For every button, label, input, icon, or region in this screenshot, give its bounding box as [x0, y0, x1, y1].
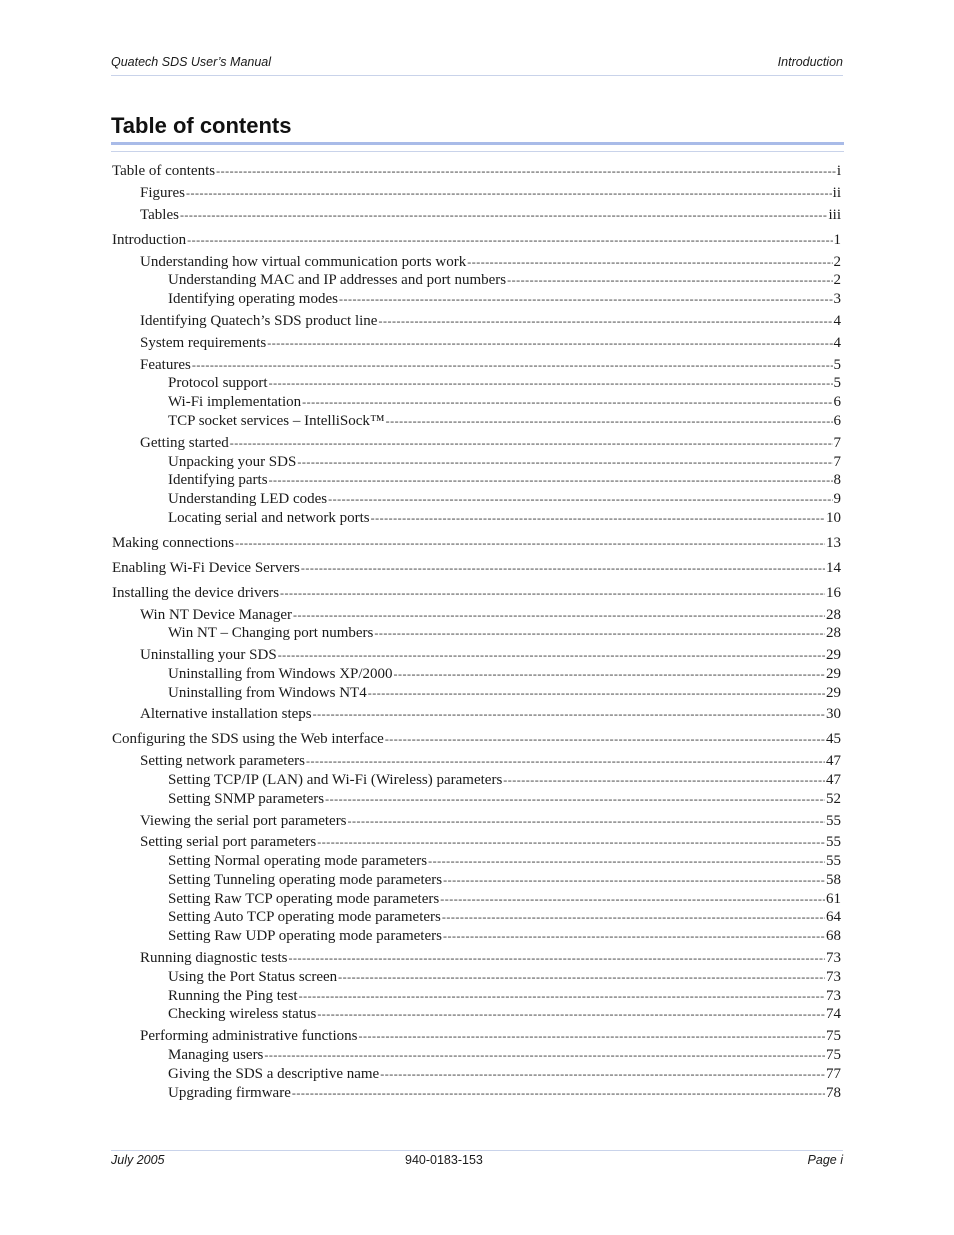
toc-dot-leader: [186, 184, 832, 203]
toc-dot-leader: [235, 534, 825, 553]
toc-entry-page: 6: [833, 394, 841, 410]
toc-entry[interactable]: [168, 927, 841, 946]
toc-dot-leader: [385, 730, 825, 749]
toc-entry[interactable]: [140, 334, 841, 353]
toc-entry-title: Uninstalling from Windows NT4: [168, 685, 367, 701]
toc-entry-title: Setting TCP/IP (LAN) and Wi-Fi (Wireless) parameters: [168, 772, 503, 788]
toc-entry-page: 73: [826, 969, 841, 985]
toc-entry[interactable]: [168, 374, 841, 393]
toc-dot-leader: [443, 871, 825, 890]
toc-dot-leader: [289, 949, 826, 968]
toc-dot-leader: [317, 1005, 825, 1024]
toc-entry-page: 52: [826, 791, 841, 807]
toc-dot-leader: [301, 559, 825, 578]
toc-entry[interactable]: [168, 1065, 841, 1084]
toc-entry[interactable]: [140, 949, 841, 968]
toc-dot-leader: [216, 162, 836, 181]
toc-entry-title: Uninstalling from Windows XP/2000: [168, 666, 393, 682]
toc-entry[interactable]: [112, 730, 841, 749]
toc-entry-page: 55: [826, 834, 841, 850]
toc-entry-page: 10: [826, 510, 841, 526]
toc-entry-title: Setting Raw TCP operating mode parameters: [168, 891, 440, 907]
toc-entry-page: 8: [833, 472, 841, 488]
header-manual-title: Quatech SDS User’s Manual: [111, 55, 272, 69]
toc-entry[interactable]: [140, 1027, 841, 1046]
toc-entry-page: 14: [826, 560, 841, 576]
toc-entry-title: Running diagnostic tests: [140, 950, 288, 966]
toc-entry-title: Introduction: [112, 232, 187, 248]
toc-entry-title: Setting serial port parameters: [140, 834, 317, 850]
toc-entry-title: Win NT Device Manager: [140, 607, 292, 623]
toc-entry-title: Unpacking your SDS: [168, 454, 297, 470]
toc-entry-title: Setting Normal operating mode parameters: [168, 853, 428, 869]
toc-entry-page: 29: [826, 647, 841, 663]
toc-entry-page: 13: [826, 535, 841, 551]
toc-dot-leader: [394, 665, 825, 684]
toc-dot-leader: [467, 253, 832, 272]
toc-entry[interactable]: [112, 231, 841, 250]
toc-dot-leader: [313, 705, 825, 724]
toc-entry-title: Wi-Fi implementation: [168, 394, 302, 410]
toc-entry-page: 73: [826, 988, 841, 1004]
toc-entry-page: 78: [826, 1085, 841, 1101]
toc-entry[interactable]: [168, 684, 841, 703]
toc-dot-leader: [317, 833, 825, 852]
toc-dot-leader: [292, 1084, 825, 1103]
toc-entry[interactable]: [168, 453, 841, 472]
toc-entry-title: Understanding LED codes: [168, 491, 328, 507]
toc-entry-page: 28: [826, 625, 841, 641]
toc-entry-page: iii: [828, 207, 841, 223]
toc-dot-leader: [297, 453, 832, 472]
toc-entry-title: Setting Tunneling operating mode parameters: [168, 872, 443, 888]
toc-entry-title: Performing administrative functions: [140, 1028, 358, 1044]
toc-entry-page: 7: [833, 435, 841, 451]
toc-entry-title: Identifying operating modes: [168, 291, 338, 307]
toc-entry[interactable]: [112, 162, 841, 181]
header-section-name: Introduction: [777, 55, 843, 69]
toc-entry-page: 75: [826, 1028, 841, 1044]
toc-entry-title: System requirements: [140, 335, 267, 351]
toc-entry-title: Uninstalling your SDS: [140, 647, 277, 663]
toc-entry-page: 4: [833, 313, 841, 329]
toc-entry-title: Setting SNMP parameters: [168, 791, 325, 807]
toc-entry-page: 55: [826, 813, 841, 829]
toc-entry[interactable]: [140, 606, 841, 625]
toc-entry-title: Setting network parameters: [140, 753, 305, 769]
toc-entry-page: i: [836, 163, 841, 179]
toc-entry[interactable]: [140, 833, 841, 852]
toc-dot-leader: [269, 374, 833, 393]
toc-dot-leader: [338, 968, 825, 987]
toc-entry[interactable]: [168, 1005, 841, 1024]
toc-entry-page: 47: [826, 772, 841, 788]
toc-entry-page: 30: [826, 706, 841, 722]
toc-entry-title: Managing users: [168, 1047, 264, 1063]
toc-entry[interactable]: [140, 434, 841, 453]
toc-entry-title: Tables: [140, 207, 179, 223]
toc-entry[interactable]: [140, 253, 841, 272]
toc-entry[interactable]: [168, 790, 841, 809]
toc-entry[interactable]: [112, 534, 841, 553]
page-title: Table of contents: [111, 113, 292, 138]
toc-entry-page: 3: [833, 291, 841, 307]
toc-dot-leader: [280, 584, 825, 603]
toc-entry[interactable]: [168, 771, 841, 790]
toc-dot-leader: [380, 1065, 825, 1084]
toc-entry-title: Locating serial and network ports: [168, 510, 370, 526]
toc-entry-title: Making connections: [112, 535, 235, 551]
toc-dot-leader: [428, 852, 825, 871]
toc-entry-page: 45: [826, 731, 841, 747]
toc-entry-page: 29: [826, 666, 841, 682]
toc-entry-title: Features: [140, 357, 191, 373]
toc-dot-leader: [302, 393, 832, 412]
toc-dot-leader: [358, 1027, 825, 1046]
toc-entry-title: Upgrading firmware: [168, 1085, 291, 1101]
toc-entry-page: 73: [826, 950, 841, 966]
toc-dot-leader: [269, 471, 833, 490]
toc-entry-title: Enabling Wi-Fi Device Servers: [112, 560, 300, 576]
toc-dot-leader: [230, 434, 833, 453]
toc-entry[interactable]: [168, 471, 841, 490]
footer-document-number: 940-0183-153: [405, 1153, 483, 1167]
toc-entry-page: 4: [833, 335, 841, 351]
toc-entry-page: 28: [826, 607, 841, 623]
footer-page-number: Page i: [807, 1153, 843, 1167]
toc-dot-leader: [368, 684, 825, 703]
toc-entry-title: Setting Raw UDP operating mode parameters: [168, 928, 442, 944]
toc-entry-title: Understanding MAC and IP addresses and port numbers: [168, 272, 507, 288]
toc-entry[interactable]: [168, 290, 841, 309]
toc-dot-leader: [328, 490, 832, 509]
toc-dot-leader: [267, 334, 832, 353]
toc-dot-leader: [299, 987, 825, 1006]
toc-entry-page: 2: [833, 272, 841, 288]
toc-entry-title: Checking wireless status: [168, 1006, 317, 1022]
toc-dot-leader: [378, 312, 832, 331]
toc-entry-title: Giving the SDS a descriptive name: [168, 1066, 380, 1082]
toc-dot-leader: [442, 908, 825, 927]
toc-entry[interactable]: [112, 559, 841, 578]
toc-entry-title: Win NT – Changing port numbers: [168, 625, 374, 641]
toc-entry[interactable]: [168, 890, 841, 909]
toc-entry[interactable]: [168, 393, 841, 412]
toc-entry-title: Identifying Quatech’s SDS product line: [140, 313, 378, 329]
toc-entry[interactable]: [168, 987, 841, 1006]
toc-dot-leader: [386, 412, 833, 431]
toc-entry-page: 29: [826, 685, 841, 701]
toc-entry[interactable]: [168, 271, 841, 290]
toc-dot-leader: [264, 1046, 825, 1065]
toc-dot-leader: [507, 271, 832, 290]
running-footer: [111, 1150, 843, 1171]
toc-entry-title: Figures: [140, 185, 185, 201]
toc-entry[interactable]: [168, 968, 841, 987]
toc-entry[interactable]: [140, 705, 841, 724]
toc-entry-page: 74: [826, 1006, 841, 1022]
toc-entry-page: 47: [826, 753, 841, 769]
toc-entry-page: 6: [833, 413, 841, 429]
toc-entry[interactable]: [168, 665, 841, 684]
toc-entry[interactable]: [168, 871, 841, 890]
toc-entry-page: 55: [826, 853, 841, 869]
toc-entry[interactable]: [168, 1046, 841, 1065]
toc-dot-leader: [192, 356, 833, 375]
toc-entry[interactable]: [168, 908, 841, 927]
toc-entry-page: 64: [826, 909, 841, 925]
toc-entry-page: 5: [833, 357, 841, 373]
toc-dot-leader: [440, 890, 825, 909]
toc-dot-leader: [278, 646, 825, 665]
toc-entry-page: 58: [826, 872, 841, 888]
toc-entry-page: 9: [833, 491, 841, 507]
toc-entry[interactable]: [140, 184, 841, 203]
toc-dot-leader: [371, 509, 825, 528]
toc-entry-page: 16: [826, 585, 841, 601]
toc-entry[interactable]: [112, 584, 841, 603]
toc-dot-leader: [325, 790, 825, 809]
toc-entry-page: 5: [833, 375, 841, 391]
toc-entry-title: Setting Auto TCP operating mode parameters: [168, 909, 441, 925]
toc-entry-title: Alternative installation steps: [140, 706, 312, 722]
toc-dot-leader: [306, 752, 825, 771]
toc-entry-page: ii: [832, 185, 841, 201]
toc-entry-title: Viewing the serial port parameters: [140, 813, 347, 829]
toc-entry[interactable]: [140, 646, 841, 665]
toc-entry[interactable]: [140, 206, 841, 225]
toc-entry-title: Protocol support: [168, 375, 268, 391]
toc-entry-title: TCP socket services – IntelliSock™: [168, 413, 385, 429]
toc-entry[interactable]: [168, 1084, 841, 1103]
toc-entry[interactable]: [140, 752, 841, 771]
footer-date: July 2005: [111, 1153, 165, 1167]
toc-entry[interactable]: [140, 812, 841, 831]
toc-entry-page: 77: [826, 1066, 841, 1082]
toc-entry[interactable]: [140, 312, 841, 331]
toc-entry-page: 75: [826, 1047, 841, 1063]
toc-dot-leader: [374, 624, 825, 643]
toc-entry-title: Configuring the SDS using the Web interface: [112, 731, 384, 747]
toc-entry-title: Installing the device drivers: [112, 585, 280, 601]
toc-entry-page: 1: [833, 232, 841, 248]
toc-entry[interactable]: [140, 356, 841, 375]
toc-entry-page: 2: [833, 254, 841, 270]
toc-entry-title: Understanding how virtual communication ports work: [140, 254, 467, 270]
toc-entry-title: Using the Port Status screen: [168, 969, 338, 985]
toc-entry-title: Table of contents: [112, 163, 216, 179]
toc-entry-page: 68: [826, 928, 841, 944]
toc-entry[interactable]: [168, 490, 841, 509]
toc-dot-leader: [443, 927, 825, 946]
toc-dot-leader: [187, 231, 832, 250]
toc-entry[interactable]: [168, 509, 841, 528]
toc-entry[interactable]: [168, 412, 841, 431]
toc-entry-page: 61: [826, 891, 841, 907]
toc-dot-leader: [339, 290, 833, 309]
toc-dot-leader: [503, 771, 825, 790]
toc-entry-title: Identifying parts: [168, 472, 268, 488]
toc-entry[interactable]: [168, 624, 841, 643]
toc-entry-title: Getting started: [140, 435, 229, 451]
toc-entry[interactable]: [168, 852, 841, 871]
toc-dot-leader: [348, 812, 825, 831]
toc-dot-leader: [293, 606, 825, 625]
toc-entry-title: Running the Ping test: [168, 988, 298, 1004]
toc-entry-page: 7: [833, 454, 841, 470]
toc-dot-leader: [180, 206, 828, 225]
